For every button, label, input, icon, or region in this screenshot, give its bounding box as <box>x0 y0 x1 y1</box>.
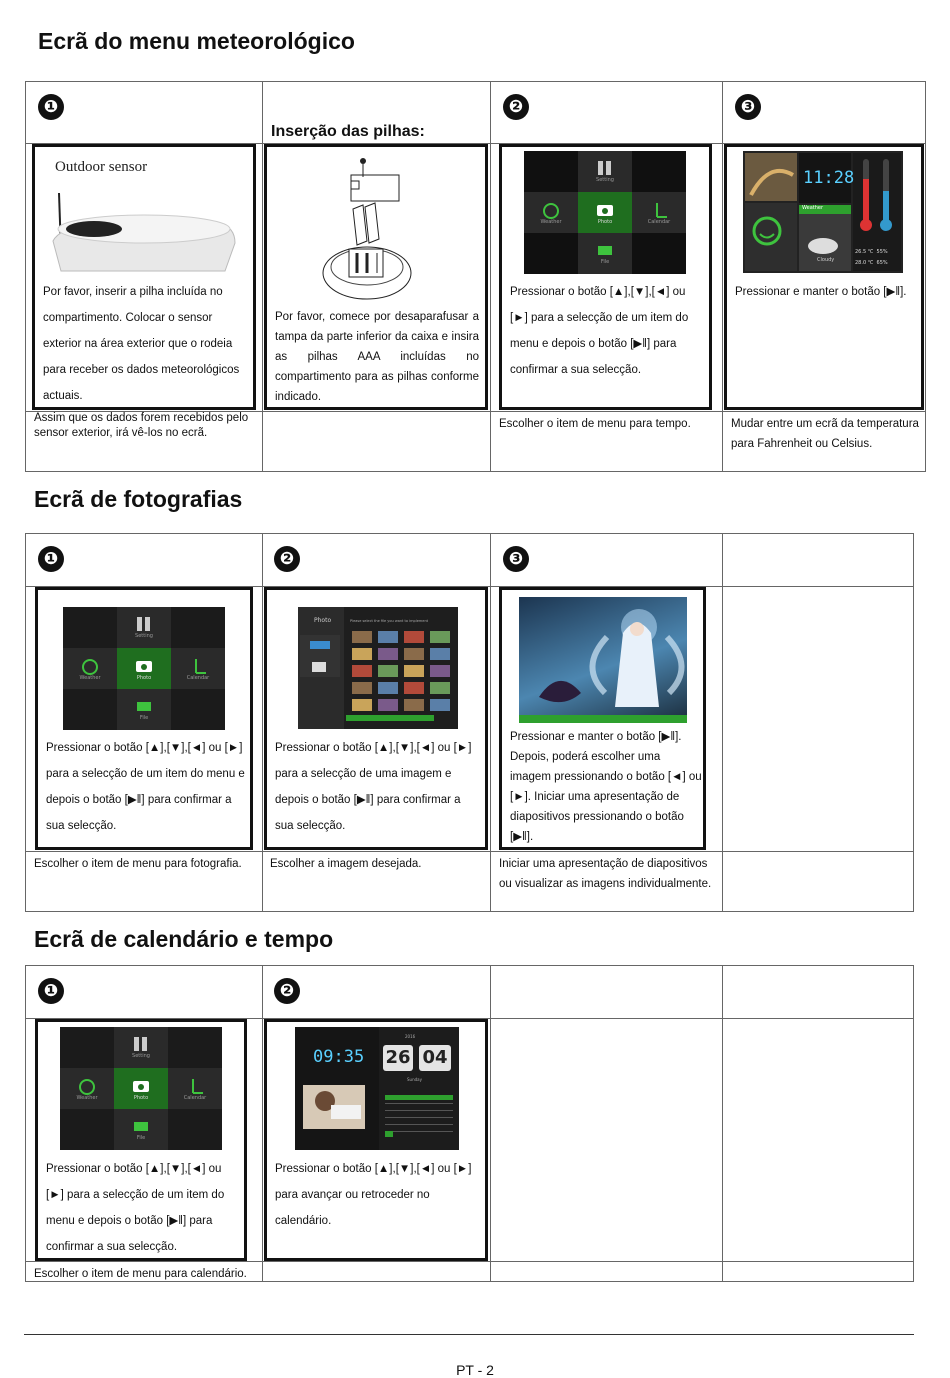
outdoor-sensor-image <box>49 153 239 275</box>
weather-screen-screenshot <box>743 151 903 273</box>
calendar-month: 04 <box>422 1047 448 1068</box>
weather-screen-hum-2: 65% <box>876 260 888 266</box>
step-number-1: ❶ <box>38 94 64 120</box>
photo-thumbnail[interactable] <box>404 631 424 643</box>
slideshow-screenshot <box>519 597 687 723</box>
battery-diagram <box>315 155 435 305</box>
weather-toggle-text: Pressionar e manter o botão [▶ǁ]. <box>735 286 907 298</box>
weather-toggle-box <box>724 144 924 410</box>
photo-thumbnail[interactable] <box>352 665 372 677</box>
footer-divider <box>24 1334 914 1335</box>
slideshow-text: Pressionar e manter o botão [▶ǁ]. Depois, poderá escolher uma imagem pressionando o botão [◄] ou [►]. Iniciar uma apresentação de diapositivos pressionando o botão [▶ǁ]. <box>510 731 702 843</box>
battery-instruction-text: Por favor, comece por desaparafusar a tampa da parte inferior da caixa e insira as pilhas AAA incluídas no compartimento para as pilhas conforme indicado. <box>275 311 479 403</box>
svg-text:Calendar: Calendar <box>186 675 210 681</box>
step-number-2: ❷ <box>503 94 529 120</box>
sensor-label: Outdoor sensor <box>55 159 148 175</box>
calendar-clock-time: 09:35 <box>313 1047 365 1067</box>
sensor-instruction-box <box>32 144 256 410</box>
calendar-nav-box <box>264 1019 488 1261</box>
photo-thumbnail[interactable] <box>430 682 450 694</box>
svg-text:Weather: Weather <box>540 219 562 225</box>
weather-table <box>25 81 926 472</box>
sensor-instruction-text: Por favor, inserir a pilha incluída no compartimento. Colocar o sensor exterior na área exterior que o rodeia para receber os dados meteorológicos actuais. <box>43 286 240 402</box>
weather-screen-temp-2: 28.0 ℃ <box>855 260 874 266</box>
photo-thumbnail[interactable] <box>378 631 398 643</box>
photo-thumbnail[interactable] <box>430 699 450 711</box>
photo-thumbnail[interactable] <box>378 699 398 711</box>
section-title-photos: Ecrã de fotografias <box>34 486 243 512</box>
svg-text:Calendar: Calendar <box>183 1095 207 1101</box>
weather-caption-4: Mudar entre um ecrã da temperatura para Fahrenheit ou Celsius. <box>731 418 919 450</box>
photo-step-number-2: ❷ <box>274 546 300 572</box>
weather-caption-3: Escolher o item de menu para tempo. <box>499 418 691 430</box>
photo-thumbnail[interactable] <box>404 699 424 711</box>
photo-menu-screenshot <box>63 607 225 730</box>
photo-menu-box <box>35 587 253 850</box>
svg-text:Photo: Photo <box>133 1095 149 1101</box>
photo-menu-text: Pressionar o botão [▲],[▼],[◄] ou [►] para a selecção de um item do menu e depois o botão [▶ǁ] para confirmar a sua selecção. <box>46 742 245 832</box>
photo-thumbnail[interactable] <box>404 682 424 694</box>
photo-browser-screenshot <box>298 607 458 729</box>
photo-thumbnail[interactable] <box>352 682 372 694</box>
calendar-caption-1: Escolher o item de menu para calendário. <box>34 1268 247 1280</box>
svg-text:File: File <box>139 715 149 721</box>
photo-thumbnail[interactable] <box>404 648 424 660</box>
menu-instruction-text: Pressionar o botão [▲],[▼],[◄] ou [►] para a selecção de um item do menu e depois o botão [▶ǁ] para confirmar a sua selecção. <box>510 286 689 376</box>
section-title-calendar: Ecrã de calendário e tempo <box>34 926 334 952</box>
svg-text:Setting: Setting <box>135 633 153 639</box>
calendar-weekday: Sunday <box>407 1077 422 1082</box>
photo-select-text: Pressionar o botão [▲],[▼],[◄] ou [►] para a selecção de uma imagem e depois o botão [▶ǁ] para confirmar a sua selecção. <box>275 742 472 832</box>
svg-text:File: File <box>136 1135 146 1141</box>
photo-caption-1: Escolher o item de menu para fotografia. <box>34 858 242 870</box>
section-title-weather: Ecrã do menu meteorológico <box>38 28 355 54</box>
photo-thumbnail[interactable] <box>352 648 372 660</box>
photo-thumbnail[interactable] <box>378 682 398 694</box>
calendar-table <box>25 965 914 1282</box>
weather-caption-1: Assim que os dados forem recebidos pelo sensor exterior, irá vê-los no ecrã. <box>34 412 249 439</box>
photo-thumbnail[interactable] <box>430 631 450 643</box>
photo-thumbnail[interactable] <box>352 631 372 643</box>
photo-thumbnail[interactable] <box>430 648 450 660</box>
calendar-menu-text: Pressionar o botão [▲],[▼],[◄] ou [►] para a selecção de um item do menu e depois o botão [▶ǁ] para confirmar a sua selecção. <box>46 1163 225 1253</box>
photo-thumbnail[interactable] <box>378 665 398 677</box>
weather-screen-status: Weather <box>802 205 824 211</box>
photo-thumbnail[interactable] <box>378 648 398 660</box>
battery-heading: Inserção das pilhas: <box>271 123 425 140</box>
svg-text:Weather: Weather <box>79 675 101 681</box>
slideshow-box <box>499 587 706 850</box>
photo-thumbnail[interactable] <box>352 699 372 711</box>
svg-text:Photo: Photo <box>597 219 613 225</box>
calendar-menu-screenshot <box>60 1027 222 1150</box>
calendar-year: 2016 <box>405 1034 416 1039</box>
svg-text:Setting: Setting <box>596 177 614 183</box>
photos-table <box>25 533 914 912</box>
calendar-day: 26 <box>385 1047 411 1068</box>
weather-screen-temp-1: 26.5 ℃ <box>855 249 874 255</box>
photo-select-box <box>264 587 488 850</box>
svg-text:File: File <box>600 259 610 265</box>
calendar-menu-box <box>35 1019 247 1261</box>
page-number: PT - 2 <box>456 1362 494 1378</box>
svg-text:Photo: Photo <box>136 675 152 681</box>
photo-browser-hint: Please select the file you want to implement <box>350 619 429 623</box>
weather-screen-time: 11:28 <box>803 168 855 188</box>
calendar-nav-text: Pressionar o botão [▲],[▼],[◄] ou [►] para avançar ou retroceder no calendário. <box>275 1163 472 1227</box>
svg-text:Setting: Setting <box>132 1053 150 1059</box>
photo-step-number-1: ❶ <box>38 546 64 572</box>
svg-text:Calendar: Calendar <box>647 219 671 225</box>
calendar-step-number-1: ❶ <box>38 978 64 1004</box>
photo-thumbnail[interactable] <box>404 665 424 677</box>
weather-screen-hum-1: 55% <box>876 249 888 255</box>
weather-screen-condition: Cloudy <box>817 257 835 263</box>
calendar-screenshot <box>295 1027 459 1150</box>
photo-browser-title: Photo <box>314 617 332 624</box>
main-menu-screenshot <box>524 151 686 274</box>
photo-step-number-3: ❸ <box>503 546 529 572</box>
battery-instruction-box <box>264 144 488 410</box>
step-number-3: ❸ <box>735 94 761 120</box>
menu-instruction-box <box>499 144 712 410</box>
photo-thumbnail[interactable] <box>430 665 450 677</box>
photo-caption-3: Iniciar uma apresentação de diapositivos ou visualizar as imagens individualmente. <box>499 858 712 890</box>
photo-caption-2: Escolher a imagem desejada. <box>270 858 422 870</box>
svg-text:Weather: Weather <box>76 1095 98 1101</box>
calendar-step-number-2: ❷ <box>274 978 300 1004</box>
